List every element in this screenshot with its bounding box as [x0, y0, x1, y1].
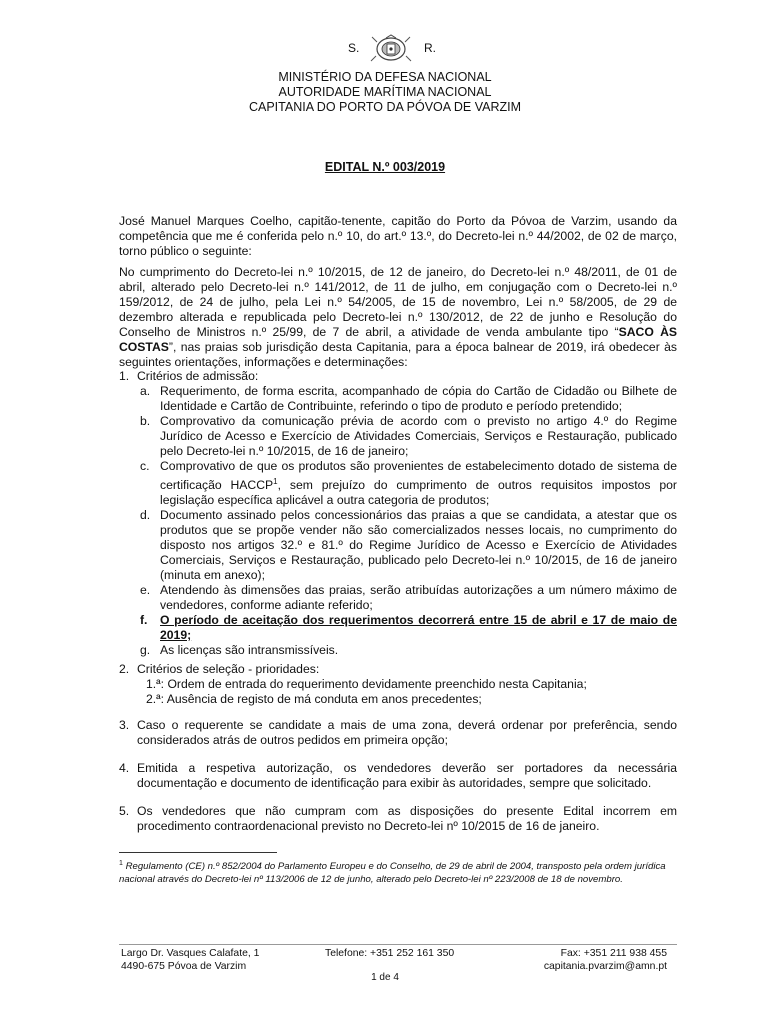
- section-number: 5.: [119, 804, 130, 818]
- item-letter: e.: [140, 583, 151, 598]
- address-street: Largo Dr. Vasques Calafate, 1: [121, 948, 260, 959]
- ministry-header: [0, 70, 770, 115]
- footer-phone: Telefone: +351 252 161 350: [325, 948, 455, 959]
- body-paragraph: [119, 265, 677, 370]
- list-item: [140, 384, 677, 414]
- body-text-before: No cumprimento do Decreto-lei n.º 10/2015, de 12 de janeiro, do Decreto-lei n.º 48/2011, de 01 de abril, alterado pelo Decreto-lei n.º 141/2012, de 11 de julho, em conjugação com o Decreto-lei n.º 159/2012, de 24 de julho, pela Lei n.º 54/2005, de 15 de novembro, Lei n.º 58/2005, de 29 de dezembro alterada e republicada pelo Decreto-lei n.º 130/2012, de 22 de junho e Resolução do Conselho de Ministros n.º 25/99, de 7 de abril, a atividade de venda ambulante tipo “: [119, 265, 677, 339]
- item-letter: f.: [140, 613, 148, 628]
- section-title: Critérios de admissão:: [137, 369, 259, 383]
- section-title: Critérios de seleção - prioridades:: [137, 662, 320, 676]
- priority-1: 1.ª: Ordem de entrada do requerimento devidamente preenchido nesta Capitania;: [146, 677, 587, 691]
- section-admission: [119, 369, 677, 658]
- list-item: [140, 613, 677, 643]
- seal-letter-right: R.: [424, 41, 436, 55]
- section-zones: [119, 718, 677, 748]
- item-letter: a.: [140, 384, 151, 398]
- item-text-highlighted: O período de aceitação dos requerimentos decorrerá entre 15 de abril e 17 de maio de 2019;: [160, 613, 677, 643]
- section-selection: [119, 662, 677, 707]
- section-text: Emitida a respetiva autorização, os vendedores deverão ser portadores da necessária documentação e documento de identificação para exibir às autoridades, sempre que solicitado.: [137, 761, 677, 790]
- header-authority: AUTORIDADE MARÍTIMA NACIONAL: [278, 85, 492, 99]
- item-letter: d.: [140, 508, 151, 523]
- section-text: Caso o requerente se candidate a mais de uma zona, deverá ordenar por preferência, sendo considerados atrás de outros pedidos em primeira opção;: [137, 718, 677, 747]
- item-text: Documento assinado pelos concessionários das praias a que se candidata, a atestar que os produtos que se propõe vender não são comercializados nesses locais, no cumprimento do disposto nos artigos 32.º e 81.º do Regime Jurídico de Acesso e Exercício de Atividades Comerciais, Serviços e Restauração, publicado pelo Decreto-lei n.º 10/2015, de 16 de janeiro (minuta em anexo);: [160, 508, 677, 583]
- list-item: [140, 414, 677, 459]
- list-item: [140, 459, 677, 508]
- footnote-divider: [119, 852, 277, 853]
- body-text-bold: SACO ÀS COSTAS: [119, 325, 678, 354]
- section-number: 1.: [119, 369, 130, 383]
- body-text-after: ”, nas praias sob jurisdição desta Capitania, para a época balnear de 2019, irá obedecer às seguintes orientações, informações e determinações:: [119, 340, 677, 369]
- footer-email: capitania.pvarzim@amn.pt: [543, 961, 667, 972]
- item-letter: b.: [140, 414, 151, 428]
- footnote-mark: 1: [119, 860, 123, 867]
- item-text-before: Comprovativo de que os produtos são provenientes de estabelecimento dotado de sistema de certificação HACCP: [160, 459, 677, 493]
- address-postcode: 4490-675 Póvoa de Varzim: [121, 961, 247, 972]
- section-authorization: [119, 761, 677, 791]
- footer-contacts: [480, 947, 667, 973]
- footer-fax: Fax: +351 211 938 455: [560, 948, 667, 959]
- section-number: 4.: [119, 761, 130, 775]
- list-item: [140, 643, 677, 658]
- item-text: [160, 459, 677, 508]
- list-item: [140, 583, 677, 613]
- item-text: Comprovativo da comunicação prévia de acordo com o previsto no artigo 4.º do Regime Jurídico de Acesso e Exercício de Atividades Comerciais, Serviços e Restauração, publicado pelo Decreto-lei n.º 10/2015, de 16 de janeiro;: [160, 414, 677, 458]
- item-text: Atendendo às dimensões das praias, serão atribuídas autorizações a um número máximo de vendedores, conforme adiante referido;: [160, 583, 677, 613]
- coat-of-arms-icon: [368, 34, 414, 64]
- footer-divider: [119, 944, 677, 945]
- header-ministry: MINISTÉRIO DA DEFESA NACIONAL: [278, 70, 492, 84]
- priority-2: 2.ª: Ausência de registo de má conduta em anos precedentes;: [146, 692, 482, 706]
- section-penalties: [119, 804, 677, 834]
- item-letter: g.: [140, 643, 151, 658]
- section-number: 3.: [119, 718, 130, 732]
- footnote-text: Regulamento (CE) n.º 852/2004 do Parlamento Europeu e do Conselho, de 29 de abril de 2004, transposto pela ordem jurídica nacional através do Decreto-lei nº 113/2006 de 12 de junho, alterado pelo Decreto-lei nº 223/2008 de 18 de novembro.: [119, 861, 666, 885]
- section-number: 2.: [119, 662, 130, 676]
- item-text: Requerimento, de forma escrita, acompanhado de cópia do Cartão de Cidadão ou Bilhete de Identidade e Cartão de Contribuinte, referindo o tipo de produto e período pretendido;: [160, 384, 677, 413]
- list-item: [140, 508, 677, 583]
- intro-paragraph: José Manuel Marques Coelho, capitão-tenente, capitão do Porto da Póvoa de Varzim, usando da competência que me é conferida pelo n.º 10, do art.º 13.º, do Decreto-lei n.º 44/2002, de 02 de março, torno público o seguinte:: [119, 214, 677, 258]
- coat-of-arms-row: [0, 34, 770, 64]
- footer-address: [121, 947, 259, 973]
- page-number: 1 de 4: [371, 972, 399, 983]
- document-title: EDITAL N.º 003/2019: [324, 160, 446, 174]
- item-text: As licenças são intransmissíveis.: [160, 643, 339, 658]
- seal-letter-left: S.: [348, 41, 360, 55]
- footnote-reference: 1: [273, 477, 278, 486]
- header-harbour: CAPITANIA DO PORTO DA PÓVOA DE VARZIM: [248, 100, 522, 114]
- item-letter: c.: [140, 459, 150, 473]
- item-text-after: , sem prejuízo do cumprimento de outros requisitos impostos por legislação específica aplicável a outra categoria de produtos;: [160, 478, 677, 508]
- footnote: [119, 858, 677, 886]
- section-text: Os vendedores que não cumpram com as disposições do presente Edital incorrem em procedimento contraordenacional previsto no Decreto-lei nº 10/2015 de 16 de janeiro.: [137, 804, 677, 833]
